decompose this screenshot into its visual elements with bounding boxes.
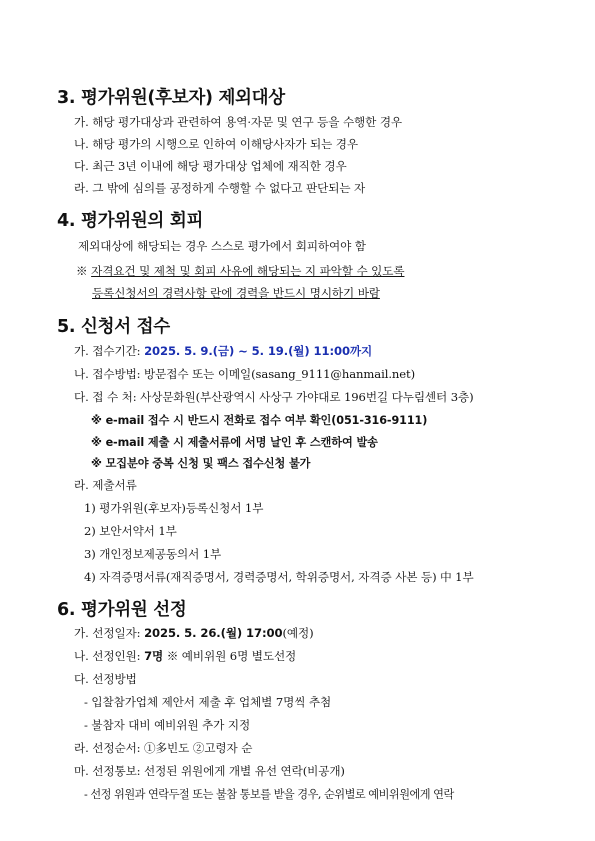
list-item: 3) 개인정보제공동의서 1부 <box>84 547 222 561</box>
selection-date <box>74 625 314 641</box>
selection-date-value: 2025. 5. 26.(월) 17:00 <box>144 626 283 640</box>
selection-people <box>74 648 296 664</box>
duplicate-note: ※ 모집분야 중복 신청 및 팩스 접수신청 불가 <box>91 457 311 470</box>
section-5-heading: 5. 신청서 접수 <box>57 317 170 337</box>
application-period <box>74 343 372 359</box>
list-item: 2) 보안서약서 1부 <box>84 524 177 538</box>
application-period-value: 2025. 5. 9.(금) ~ 5. 19.(월) 11:00까지 <box>144 344 373 358</box>
list-item: 1) 평가위원(후보자)등록신청서 1부 <box>84 501 264 515</box>
section-3-heading: 3. 평가위원(후보자) 제외대상 <box>57 88 285 108</box>
list-item: 나. 해당 평가의 시행으로 인하여 이해당사자가 되는 경우 <box>74 137 358 151</box>
list-item: 4) 자격증명서류(재직증명서, 경력증명서, 학위증명서, 자격증 사본 등) 中 1부 <box>84 570 474 584</box>
avoidance-text: 제외대상에 해당되는 경우 스스로 평가에서 회피하여야 함 <box>78 239 366 253</box>
section-6-heading: 6. 평가위원 선정 <box>57 600 187 620</box>
selection-date-suffix: (예정) <box>282 626 314 640</box>
list-item: 다. 최근 3년 이내에 해당 평가대상 업체에 재직한 경우 <box>74 159 347 173</box>
section-4-heading: 4. 평가위원의 회피 <box>57 211 204 231</box>
avoidance-note-line1: 자격요건 및 제척 및 회피 사유에 해당되는 지 파악할 수 있도록 <box>91 264 405 278</box>
application-method: 나. 접수방법: 방문접수 또는 이메일(sasang_9111@hanmail.net) <box>74 367 416 381</box>
list-item: 라. 그 밖에 심의를 공정하게 수행할 수 없다고 판단되는 자 <box>74 181 366 195</box>
note-mark: ※ <box>76 264 88 278</box>
list-item: - 불참자 대비 예비위원 추가 지정 <box>84 718 251 732</box>
email-sign-note: ※ e-mail 제출 시 제출서류에 서명 날인 후 스캔하여 발송 <box>91 436 378 449</box>
selection-date-label: 가. 선정일자: <box>74 626 145 640</box>
application-place: 다. 접 수 처: 사상문화원(부산광역시 사상구 가야대로 196번길 다누림센터 3층) <box>74 390 474 404</box>
list-item: 가. 해당 평가대상과 관련하여 용역·자문 및 연구 등을 수행한 경우 <box>74 115 403 129</box>
selection-notice: 마. 선정통보: 선정된 위원에게 개별 유선 연락(비공개) <box>74 764 345 778</box>
documents-label: 라. 제출서류 <box>74 478 137 492</box>
selection-method-label: 다. 선정방법 <box>74 672 137 686</box>
selection-order: 라. 선정순서: ①多빈도 ②고령자 순 <box>74 741 253 755</box>
selection-notice-sub: - 선정 위원과 연락두절 또는 불참 통보를 받을 경우, 순위별로 예비위원에게 연락 <box>84 788 454 801</box>
application-period-label: 가. 접수기간: <box>74 344 145 358</box>
selection-people-suffix: ※ 예비위원 6명 별도선정 <box>163 649 297 663</box>
avoidance-note-line2: 등록신청서의 경력사항 란에 경력을 반드시 명시하기 바람 <box>92 286 380 300</box>
email-confirm-note: ※ e-mail 접수 시 반드시 전화로 접수 여부 확인(051-316-9111) <box>91 414 428 427</box>
selection-people-label: 나. 선정인원: <box>74 649 145 663</box>
avoidance-note <box>76 263 404 279</box>
list-item: - 입찰참가업체 제안서 제출 후 업체별 7명씩 추첨 <box>84 695 332 709</box>
selection-people-value: 7명 <box>144 649 164 663</box>
